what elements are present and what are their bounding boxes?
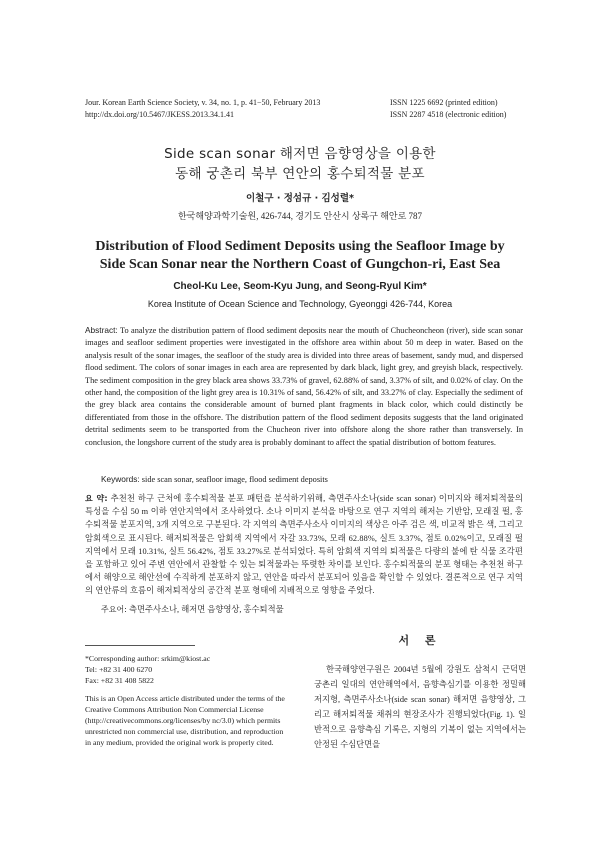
- korean-keywords-text: 측면주사소나, 해저면 음향영상, 홍수퇴적물: [126, 605, 284, 614]
- doi-link[interactable]: http://dx.doi.org/10.5467/JKESS.2013.34.1.41: [85, 110, 234, 119]
- english-title: [0, 238, 600, 274]
- correspondence-footnote: [85, 653, 210, 687]
- english-authors: Cheol-Ku Lee, Seom-Kyu Jung, and Seong-Ryul Kim*: [173, 281, 427, 292]
- keywords-label: Keywords:: [101, 474, 140, 484]
- issn-print: ISSN 1225 6692 (printed edition): [390, 98, 498, 107]
- journal-header: [85, 97, 320, 121]
- abstract-text: To analyze the distribution pattern of flood sediment deposits near the mouth of Chucheoncheon (river), side scan sonar images and seafloor sediment properties were investigated in the offshore area within about 50 m deep in water. Based on the analysis result of the sonar images, the seafloor of the study area is divided into three areas of basement, sandy mud, and dispersed flood sediment. The colors of sonar images in each area are represented by dark black, light grey, and greyish black, respectively. The sediment composition in the grey black area shows 33.73% of gravel, 62.88% of sand, 3.37% of silt, and 0.02% of clay. On the other hand, the composition of the light grey area is 10.31% of sand, 56.42% of silt, and 33.27% of clay. Especially the sediment of the grey black area contains the considerable amount of burned plant fragments in black color, which could distinctly be differentiated from those in the offshore. The distribution pattern of the flood sediment deposits suggests that the land originated detrital sediments seem to be transported from the Chucheon river into offshore along the shore rather than transversely. In conclusion, the longshore current of the study area is probably dominant to affect the spatial distribution of bottom features.: [85, 326, 523, 447]
- issn-electronic: ISSN 2287 4518 (electronic edition): [390, 110, 507, 119]
- korean-title-line1: Side scan sonar 해저면 음향영상을 이용한: [164, 146, 436, 162]
- footnote-divider: [85, 645, 195, 646]
- issn-block: [390, 97, 506, 121]
- corresponding-author-tel: Tel: +82 31 400 6270: [85, 665, 153, 675]
- english-title-line1: Distribution of Flood Sediment Deposits using the Seafloor Image by: [95, 239, 505, 254]
- korean-title: [0, 144, 600, 184]
- korean-keywords: [101, 603, 531, 615]
- section-heading-introduction: 서 론: [398, 634, 442, 647]
- introduction-paragraph: 한국해양연구원은 2004년 5월에 강원도 삼척시 근덕면 궁촌리 일대의 연안해역에서, 음향측심기를 이용한 정밀해저지형, 측면주사소나(side scan sonar) 해저면 음향영상, 그리고 해저퇴적물 채취의 현장조사가 진행되었다(Fig. 1). 일반적으로 음향측심 기록은, 지형의 기복이 없는 지역에서는 안정된 수심단면을: [314, 665, 526, 749]
- korean-title-line2: 동해 궁촌리 북부 연안의 홍수퇴적물 분포: [175, 166, 425, 182]
- english-title-line2: Side Scan Sonar near the Northern Coast of Gungchon-ri, East Sea: [99, 257, 501, 272]
- korean-abstract-text: 추천천 하구 근처에 홍수퇴적물 분포 패턴을 분석하기위해, 측면주사소나(side scan sonar) 이미지와 해저퇴적물의 특성을 수심 50 m 이하 연안지역에서 조사하였다. 소나 이미지 분석을 바탕으로 연구 지역의 해저는 기반암, 모래질 펄, 홍수퇴적물 분포지역, 3개 지역으로 구분된다. 각 지역의 측면주사소사 이미지의 색상은 아주 검은 색, 비교적 밝은 색, 그리고 암회색으로 표시된다. 해저퇴적물은 암회색 지역에서 자갈 33.73%, 모래 62.88%, 실트 3.37%, 점토 0.02%이고, 모래질 펄 지역에서 모래 10.31%, 실트 56.42%, 점토 33.27%로 분석되었다. 특히 암회색 지역의 퇴적물은 다량의 불에 탄 식물 조각편을 포함하고 있어 주변 연안에서 관찰할 수 있는 퇴적물과는 뚜렷한 차이를 보인다. 홍수퇴적물의 분포 형태는 추천천 하구에서 해양으로 해안선에 수직하게 분포하지 않고, 연안을 따라서 분포되어 있음을 확인할 수 있었다. 결론적으로 연구 지역의 연안류의 흐름이 해저퇴적상의 공간적 분포 형태에 지배적으로 영향을 주었다.: [85, 494, 523, 596]
- korean-abstract-label: 요 약:: [85, 494, 108, 503]
- journal-citation: Jour. Korean Earth Science Society, v. 34, no. 1, p. 41−50, February 2013: [85, 98, 321, 107]
- corresponding-author-email[interactable]: *Corresponding author: srkim@kiost.ac: [85, 654, 211, 663]
- english-affiliation: Korea Institute of Ocean Science and Technology, Gyeonggi 426-744, Korea: [147, 299, 453, 309]
- english-abstract: [85, 324, 523, 449]
- corresponding-author-fax: Fax: +82 31 408 5822: [85, 676, 154, 686]
- english-keywords: [101, 474, 531, 484]
- korean-keywords-label: 주요어:: [101, 605, 127, 614]
- open-access-license: This is an Open Access article distributed under the terms of the Creative Commons Attribution Non Commercial License (http://creativecommons.org/licenses/by nc/3.0) which permits unrestricted non commercial use, distribution, and reproduction in any medium, provided the original work is properly cited.: [85, 694, 285, 747]
- korean-authors: 이철구 · 정섬규 · 김성렬*: [245, 193, 354, 204]
- keywords-text: side scan sonar, seafloor image, flood sediment deposits: [139, 475, 328, 484]
- abstract-label: Abstract:: [85, 325, 118, 335]
- korean-abstract: [85, 492, 523, 598]
- korean-affiliation: 한국해양과학기술원, 426-744, 경기도 안산시 상록구 해안로 787: [177, 211, 423, 221]
